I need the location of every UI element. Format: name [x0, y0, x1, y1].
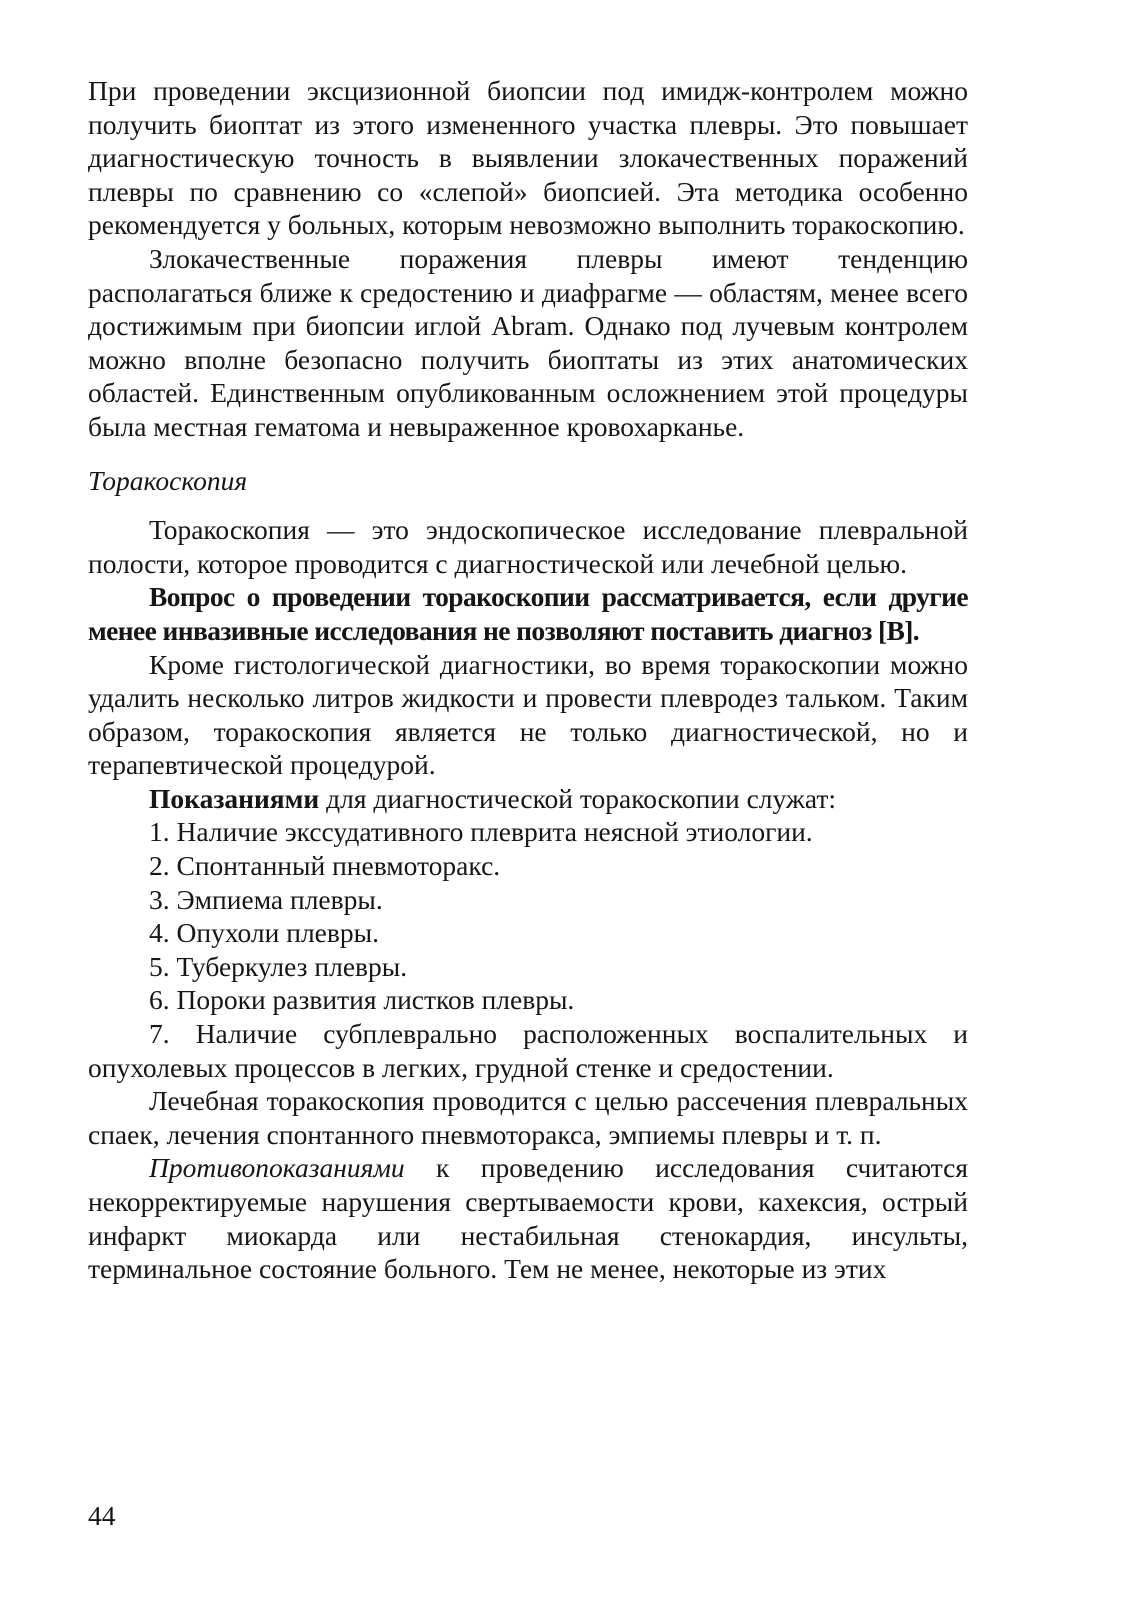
contraindications-text: к проведению исследования считаются некорректируемые нарушения свертываемости крови, кахексия, острый инфаркт миокарда или нестабильная стенокардия, инсульты, терминальное состояние больного. Тем не менее, некоторые из этих — [88, 1152, 968, 1285]
indications-intro-text: для диагностической торакоскопии служат: — [319, 782, 837, 814]
paragraph-recommendation: Вопрос о проведении торакоскопии рассматривается, если другие менее инвазивные исследования не позволяют поставить диагноз [B]. — [88, 581, 968, 646]
page-body — [88, 74, 968, 1286]
list-item: 6. Пороки развития листков плевры. — [149, 984, 575, 1016]
paragraph-therapeutic: Кроме гистологической диагностики, во время торакоскопии можно удалить несколько литров жидкости и провести плевродез тальком. Таким образом, торакоскопия является не только диагностической, но и терапевтической процедурой. — [88, 648, 968, 781]
indications-list — [88, 815, 968, 1084]
paragraph-excision-biopsy: При проведении эксцизионной биопсии под имидж-контролем можно получить биоптат из этого измененного участка плевры. Это повышает диагностическую точность в выявлении злокачественных поражений плевры по сравнению со «слепой» биопсией. Эта методика особенно рекомендуется у больных, которым невозможно выполнить торакоскопию. — [88, 75, 968, 241]
list-item: 1. Наличие экссудативного плеврита неясной этиологии. — [149, 816, 813, 848]
paragraph-malignant-lesions: Злокачественные поражения плевры имеют тенденцию располагаться ближе к средостению и диафрагме — областям, менее всего достижимым при биопсии иглой Abram. Однако под лучевым контролем можно вполне безопасно получить биоптаты из этих анатомических областей. Единственным опубликованным осложнением этой процедуры была местная гематома и невыраженное кровохарканье. — [88, 242, 968, 442]
list-item: 7. Наличие субплеврально расположенных воспалительных и опухолевых процессов в легких, грудной стенке и средостении. — [88, 1018, 968, 1083]
section-heading-thoracoscopy: Торакоскопия — [88, 464, 248, 496]
contraindications-label: Противопоказаниями — [149, 1152, 405, 1184]
page-number: 44 — [88, 1500, 116, 1531]
paragraph-treatment: Лечебная торакоскопия проводится с целью рассечения плевральных спаек, лечения спонтанного пневмоторакса, эмпиемы плевры и т. п. — [88, 1085, 968, 1150]
list-item: 2. Спонтанный пневмоторакс. — [149, 850, 501, 882]
paragraph-contraindications — [88, 1151, 968, 1285]
list-item: 3. Эмпиема плевры. — [149, 883, 383, 915]
list-item: 5. Туберкулез плевры. — [149, 950, 408, 982]
list-item: 4. Опухоли плевры. — [149, 917, 379, 949]
paragraph-indications-intro — [88, 782, 968, 816]
indications-label: Показаниями — [149, 782, 320, 814]
paragraph-thoracoscopy-definition: Торакоскопия — это эндоскопическое исследование плевральной полости, которое проводится с диагностической или лечебной целью. — [88, 514, 968, 579]
